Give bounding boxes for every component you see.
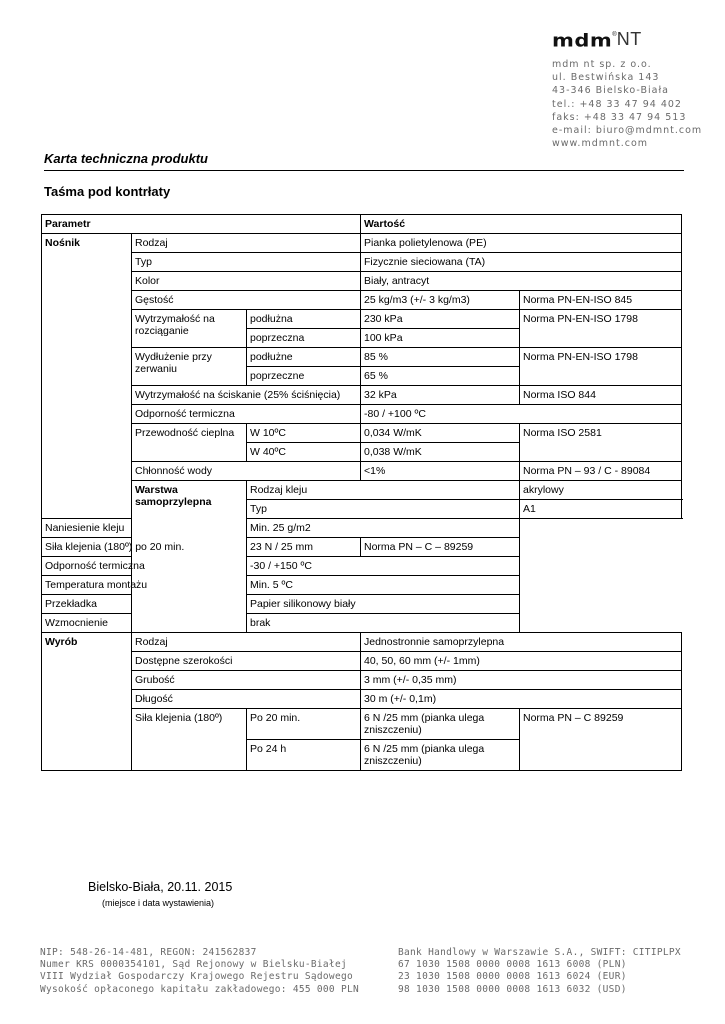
table-row [42,576,682,595]
param-cell: Wydłużenie przy zerwaniu [132,348,247,386]
table-row [42,253,682,272]
footer-nip-regon: NIP: 548-26-14-481, REGON: 241562837 [40,947,257,958]
value-cell: 85 % [361,348,520,367]
value-cell: A1 [520,500,682,519]
norm-cell: Norma PN-EN-ISO 845 [520,291,682,310]
table-row [42,405,682,424]
table-row [42,310,682,329]
company-phone: tel.: +48 33 47 94 402 [552,98,682,110]
norm-cell: Norma PN – C 89259 [520,709,682,771]
subparam-cell: poprzeczna [247,329,361,348]
place-date-caption: (miejsce i data wystawienia) [102,898,215,908]
param-cell: Naniesienie kleju [42,519,247,538]
value-cell: 3 mm (+/- 0,35 mm) [361,671,682,690]
footer-court-division: VIII Wydział Gospodarczy Krajowego Rejestru Sądowego [40,971,354,983]
subparam-cell: poprzeczne [247,367,361,386]
value-cell: 25 kg/m3 (+/- 3 kg/m3) [361,291,520,310]
table-row [42,595,682,614]
param-cell: Temperatura montażu [42,576,247,595]
param-cell: Wytrzymałość na ściskanie (25% ściśnięcia) [132,386,361,405]
footer-bank-details [398,947,681,996]
footer-krs: Numer KRS 0000354101, Sąd Rejonowy w Bielsku-Białej [40,959,347,971]
company-name: mdm nt sp. z o.o. [552,59,652,70]
param-cell: Odporność termiczna [132,405,361,424]
table-row [42,614,682,633]
value-cell: Pianka polietylenowa (PE) [361,234,682,253]
table-row [42,272,682,291]
value-cell: akrylowy [520,481,682,500]
table-row [42,709,682,740]
table-row [42,557,682,576]
table-row [42,519,682,538]
company-email: e-mail: biuro@mdmnt.com [552,125,703,137]
table-row [42,462,682,481]
subparam-cell: W 40ºC [247,443,361,462]
value-cell: 230 kPa [361,310,520,329]
product-name: Taśma pod kontrłaty [44,184,171,199]
table-row [42,386,682,405]
table-row [42,424,682,443]
param-cell: Siła klejenia (180º) [132,709,247,771]
param-cell: Wzmocnienie [42,614,247,633]
norm-cell: Norma ISO 2581 [520,424,682,462]
param-cell: Długość [132,690,361,709]
value-cell: 30 m (+/- 0,1m) [361,690,682,709]
value-cell: 0,038 W/mK [361,443,520,462]
table-row [42,671,682,690]
document-title: Karta techniczna produktu [44,151,208,166]
param-cell: Typ [247,500,520,519]
param-cell: Rodzaj [132,234,361,253]
value-cell: -30 / +150 ºC [247,557,520,576]
norm-cell: Norma PN-EN-ISO 1798 [520,310,682,348]
param-cell: Wytrzymałość na rozciąganie [132,310,247,348]
norm-cell: Norma PN – C – 89259 [361,538,520,557]
value-cell: Jednostronnie samoprzylepna [361,633,682,652]
param-cell: Rodzaj [132,633,361,652]
table-row [42,234,682,253]
company-fax: faks: +48 33 47 94 513 [552,111,687,123]
param-cell: Dostępne szerokości [132,652,361,671]
company-logo [552,29,642,51]
value-cell: Min. 5 ºC [247,576,520,595]
value-cell: Biały, antracyt [361,272,682,291]
param-cell: Siła klejenia (180º) po 20 min. [42,538,247,557]
company-website: www.mdmnt.com [552,138,649,150]
place-date: Bielsko-Biała, 20.11. 2015 [88,880,233,894]
norm-cell: Norma ISO 844 [520,386,682,405]
value-cell: 0,034 W/mK [361,424,520,443]
footer-bank-name: Bank Handlowy w Warszawie S.A., SWIFT: CITIPLPX [398,947,681,958]
value-cell: 23 N / 25 mm [247,538,361,557]
param-cell: Typ [132,253,361,272]
title-divider [44,170,684,171]
table-row [42,481,682,500]
norm-cell: Norma PN – 93 / C - 89084 [520,462,682,481]
company-street: ul. Bestwińska 143 [552,72,660,84]
value-cell: Papier silikonowy biały [247,595,520,614]
table-row [42,348,682,367]
param-cell: Gęstość [132,291,361,310]
param-cell: Przekładka [42,595,247,614]
subparam-cell: podłużne [247,348,361,367]
company-address [552,58,702,150]
spec-table [41,214,682,771]
section-warstwa: Warstwa samoprzylepna [132,481,247,633]
footer-account-pln: 67 1030 1508 0000 0008 1613 6008 (PLN) [398,959,627,971]
footer-company-registration [40,947,359,996]
norm-cell: Norma PN-EN-ISO 1798 [520,348,682,386]
table-row [42,690,682,709]
value-cell: Fizycznie sieciowana (TA) [361,253,682,272]
param-cell: Przewodność cieplna [132,424,247,462]
table-row [42,652,682,671]
value-cell: -80 / +100 ºC [361,405,682,424]
value-cell: <1% [361,462,520,481]
subparam-cell: podłużna [247,310,361,329]
subparam-cell: Po 20 min. [247,709,361,740]
value-cell: 65 % [361,367,520,386]
value-cell: 32 kPa [361,386,520,405]
value-cell: brak [247,614,520,633]
header-parametr: Parametr [42,215,361,234]
header-wartosc: Wartość [361,215,682,234]
value-cell: 6 N /25 mm (pianka ulega zniszczeniu) [361,709,520,740]
value-cell: Min. 25 g/m2 [247,519,520,538]
section-wyrob: Wyrób [42,633,132,771]
logo-registered-mark: ® [612,32,617,38]
table-row [42,538,682,557]
subparam-cell: Po 24 h [247,740,361,771]
param-cell: Odporność termiczna [42,557,247,576]
table-header-row [42,215,682,234]
footer-account-usd: 98 1030 1508 0000 0008 1613 6032 (USD) [398,983,627,995]
logo-nt: NT [616,29,642,49]
footer-capital: Wysokość opłaconego kapitału zakładowego: 455 000 PLN [40,983,360,995]
footer-account-eur: 23 1030 1508 0000 0008 1613 6024 (EUR) [398,971,627,983]
param-cell: Kolor [132,272,361,291]
table-row [42,291,682,310]
param-cell: Chłonność wody [132,462,361,481]
value-cell: 40, 50, 60 mm (+/- 1mm) [361,652,682,671]
subparam-cell: W 10ºC [247,424,361,443]
table-row [42,633,682,652]
logo-mdm: mdm [552,30,613,51]
company-city: 43-346 Bielsko-Biała [552,85,669,97]
value-cell: 6 N /25 mm (pianka ulega zniszczeniu) [361,740,520,771]
value-cell: 100 kPa [361,329,520,348]
param-cell: Rodzaj kleju [247,481,520,500]
param-cell: Grubość [132,671,361,690]
section-nosnik: Nośnik [42,234,132,519]
